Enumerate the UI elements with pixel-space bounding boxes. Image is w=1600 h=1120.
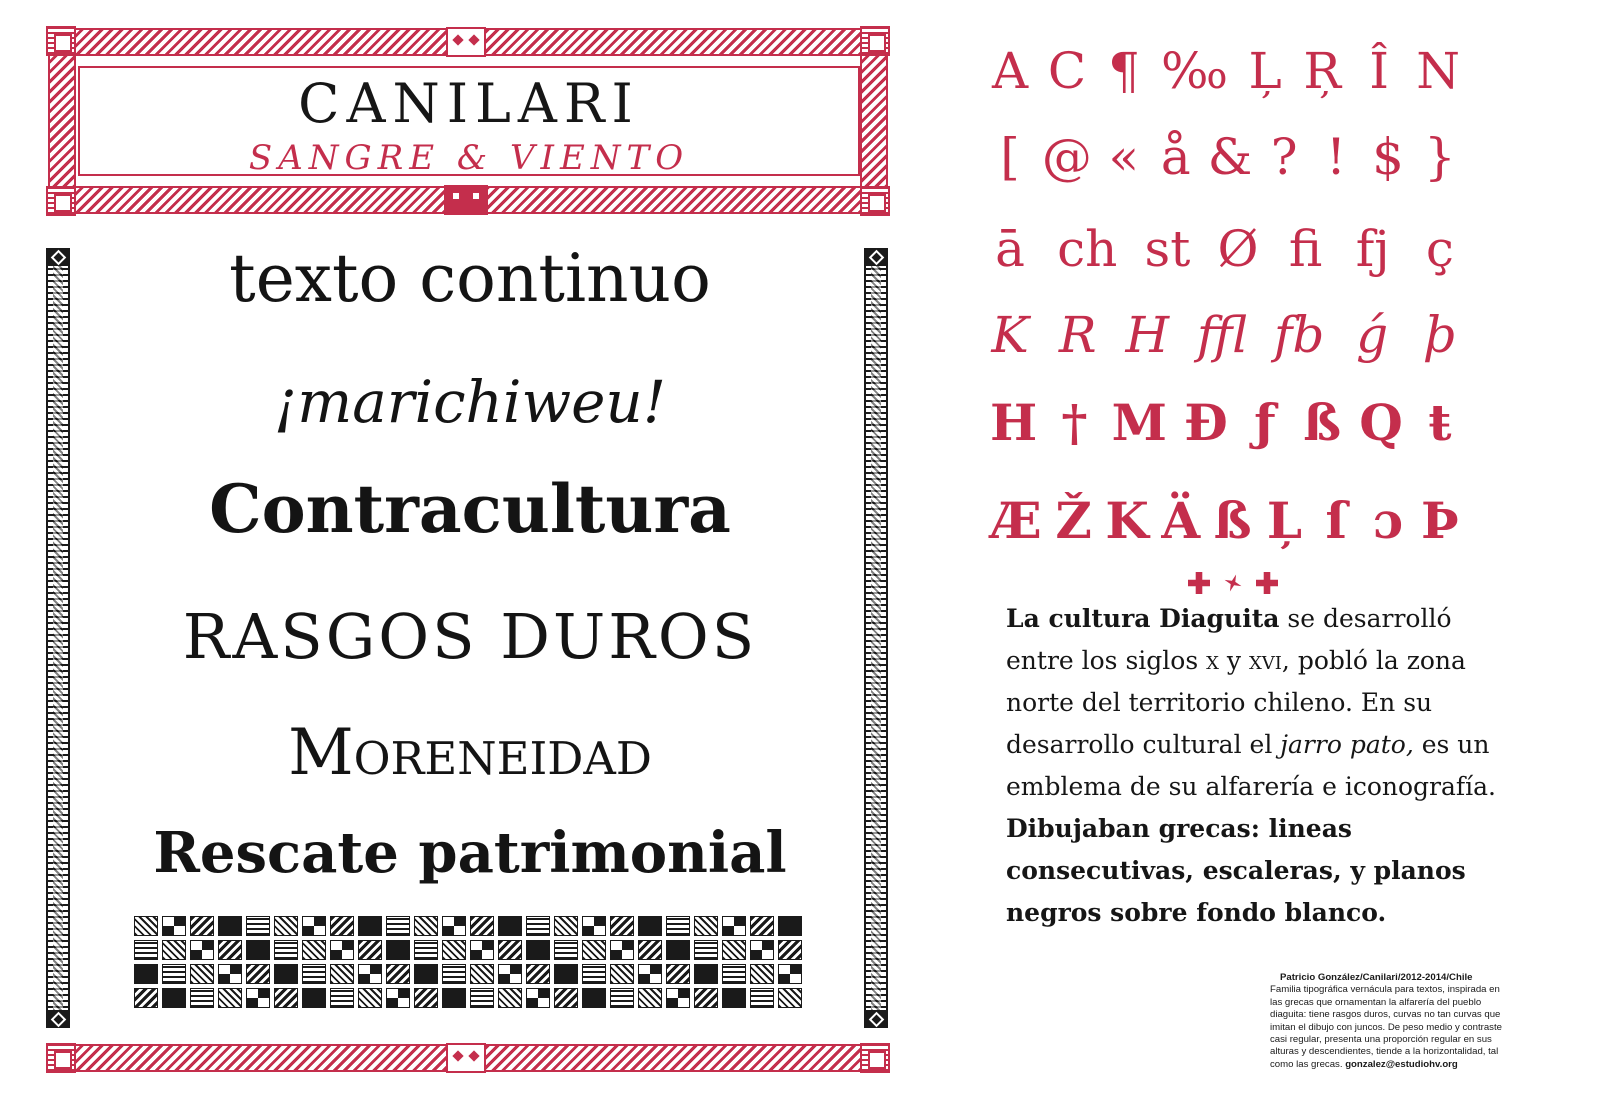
glyph: fi — [1288, 220, 1323, 278]
greca-tile — [218, 916, 242, 936]
greca-tile — [778, 988, 802, 1008]
glyph: @ — [1041, 128, 1092, 186]
greca-tile — [498, 940, 522, 960]
greca-tile — [666, 988, 690, 1008]
paragraph-text: es un emblema de su alfarería e iconografía. — [1006, 730, 1496, 801]
greca-tile — [246, 964, 270, 984]
glyph: N — [1416, 42, 1460, 100]
greca-tile — [386, 940, 410, 960]
glyph: & — [1207, 128, 1253, 186]
footer-emblem — [446, 1043, 486, 1073]
contact-email: gonzalez@estudiohv.org — [1345, 1058, 1458, 1070]
greca-tile — [722, 964, 746, 984]
greca-tile — [190, 964, 214, 984]
footer-corner-ornament — [860, 1043, 890, 1073]
glyph: ſ — [1325, 491, 1347, 550]
cross-ornament-icon — [1188, 572, 1210, 594]
glyph: ch — [1057, 220, 1118, 278]
header-corner-ornament — [860, 26, 890, 56]
greca-tile — [638, 964, 662, 984]
greca-tile — [246, 916, 270, 936]
greca-tile — [498, 988, 522, 1008]
greca-tile — [442, 988, 466, 1008]
specimen-bold: Contracultura — [209, 470, 731, 548]
glyph: ç — [1425, 220, 1454, 278]
greca-tile — [470, 916, 494, 936]
greca-tile — [274, 916, 298, 936]
glyph: Î — [1369, 42, 1390, 100]
paragraph-text: y — [1218, 646, 1249, 675]
border-cap — [46, 1010, 70, 1028]
greca-tile — [218, 988, 242, 1008]
greca-tile — [358, 916, 382, 936]
greca-tile — [666, 916, 690, 936]
greca-tile — [554, 916, 578, 936]
greca-tile — [554, 988, 578, 1008]
greca-tile — [414, 916, 438, 936]
glyph: R — [1058, 306, 1097, 364]
greca-tile — [386, 916, 410, 936]
glyph: å — [1160, 128, 1191, 186]
glyph: } — [1423, 128, 1456, 186]
glyph-row — [990, 388, 1460, 458]
font-subtitle: SANGRE & VIENTO — [248, 138, 690, 178]
greca-tile — [162, 940, 186, 960]
glyph: Đ — [1184, 393, 1228, 452]
greca-tile — [694, 964, 718, 984]
greca-tile — [694, 916, 718, 936]
greca-tile — [274, 964, 298, 984]
greca-tile — [722, 940, 746, 960]
glyph: « — [1108, 128, 1140, 186]
greca-tile — [330, 940, 354, 960]
glyph-row — [990, 486, 1460, 556]
glyph: Ŗ — [1303, 42, 1341, 100]
title-panel — [78, 66, 860, 176]
glyph: Ļ — [1266, 491, 1302, 550]
glyph: ffl — [1196, 306, 1247, 364]
greca-tile — [582, 916, 606, 936]
glyph-row — [990, 122, 1460, 192]
colophon-body: Familia tipográfica vernácula para textos, inspirada en las grecas que ornamentan la alfarería del pueblo diaguita: tiene rasgos duros, curvas no tan curvas que imitan el dibujo con juncos. De peso medio y contraste casi regular, presenta una proporción regular en sus alturas y descendientes, tiende a la horizontalidad, tal como las grecas. — [1270, 984, 1502, 1070]
glyph: K — [1105, 491, 1149, 550]
greca-tile — [358, 940, 382, 960]
glyph: Ž — [1055, 491, 1092, 550]
glyph: þ — [1423, 306, 1456, 364]
specimen-regular: texto continuo — [229, 240, 711, 317]
greca-tile — [330, 916, 354, 936]
glyph: Æ — [990, 491, 1042, 550]
greca-tile — [694, 940, 718, 960]
greca-tile — [610, 964, 634, 984]
greca-tile — [470, 940, 494, 960]
greca-tile — [134, 964, 158, 984]
greca-tile — [330, 988, 354, 1008]
greca-tile — [246, 988, 270, 1008]
greca-tile — [442, 916, 466, 936]
font-title: CANILARI — [298, 72, 640, 135]
glyph-row — [990, 36, 1460, 106]
glyph: ‰ — [1161, 42, 1229, 100]
greca-tile — [190, 940, 214, 960]
glyph: C — [1047, 42, 1087, 100]
greca-tile — [302, 940, 326, 960]
specimen-small-caps: Moreneidad — [288, 716, 652, 790]
greca-tile — [134, 940, 158, 960]
left-vertical-border — [46, 248, 70, 1028]
glyph: Q — [1359, 393, 1403, 452]
greca-tile — [358, 988, 382, 1008]
greca-tile — [358, 964, 382, 984]
section-ornament — [1188, 570, 1278, 596]
glyph: Ļ — [1248, 42, 1282, 100]
greca-tile — [274, 940, 298, 960]
greca-tile — [162, 916, 186, 936]
glyph: Ø — [1217, 220, 1259, 278]
greca-tile — [778, 964, 802, 984]
header-corner-ornament — [46, 186, 76, 216]
border-cap — [864, 248, 888, 266]
glyph: † — [1061, 393, 1088, 452]
greca-tile — [302, 964, 326, 984]
glyph: ā — [995, 220, 1025, 278]
star-ornament-icon — [1221, 571, 1244, 594]
greca-tile — [330, 964, 354, 984]
glyph: ¶ — [1108, 42, 1140, 100]
glyph: H — [1125, 306, 1170, 364]
paragraph-text: se desarrolló entre los siglos — [1006, 604, 1452, 675]
glyph-row — [990, 214, 1460, 284]
greca-tile — [582, 964, 606, 984]
greca-tile — [722, 916, 746, 936]
greca-tile — [526, 988, 550, 1008]
century-numeral: x — [1206, 646, 1219, 675]
greca-tile — [778, 940, 802, 960]
greca-tile — [694, 988, 718, 1008]
century-numeral: xvi — [1248, 646, 1282, 675]
glyph: fb — [1273, 306, 1325, 364]
greca-tile — [162, 988, 186, 1008]
glyph: A — [991, 42, 1029, 100]
greca-tile — [470, 964, 494, 984]
glyph: ß — [1303, 393, 1342, 452]
greca-tile — [414, 964, 438, 984]
greca-tile — [134, 916, 158, 936]
glyph: ƒ — [1254, 393, 1276, 452]
cross-ornament-icon — [1256, 572, 1278, 594]
greca-tile — [498, 916, 522, 936]
specimen-caps: RASGOS DUROS — [182, 600, 758, 673]
greca-tile — [610, 940, 634, 960]
glyph: fj — [1355, 220, 1390, 278]
glyph: Ä — [1161, 491, 1201, 550]
greca-tile — [302, 988, 326, 1008]
greca-tile — [750, 988, 774, 1008]
glyph: [ — [1000, 128, 1020, 186]
greca-tile — [498, 964, 522, 984]
header-bottom-emblem — [444, 185, 488, 215]
greca-tile — [722, 988, 746, 1008]
header-corner-ornament — [46, 26, 76, 56]
greca-tile — [750, 916, 774, 936]
greca-tile — [218, 940, 242, 960]
glyph: ɔ — [1372, 491, 1404, 550]
header-corner-ornament — [860, 186, 890, 216]
greca-tile — [582, 940, 606, 960]
greca-tile — [162, 964, 186, 984]
border-cap — [864, 1010, 888, 1028]
paragraph-lead: La cultura Diaguita — [1006, 604, 1280, 633]
specimen-semibold: Rescate patrimonial — [153, 820, 787, 886]
greca-tile — [750, 940, 774, 960]
glyph: K — [991, 306, 1029, 364]
greca-tile — [442, 964, 466, 984]
greca-tile — [526, 940, 550, 960]
greca-tile — [246, 940, 270, 960]
colophon — [1270, 972, 1506, 1071]
greca-tile — [554, 940, 578, 960]
greca-tile — [610, 916, 634, 936]
greca-tile — [554, 964, 578, 984]
right-vertical-border — [864, 248, 888, 1028]
glyph: $ — [1372, 128, 1404, 186]
glyph: ŧ — [1428, 393, 1452, 452]
greca-tile — [666, 964, 690, 984]
glyph: ß — [1213, 491, 1252, 550]
glyph: ǵ — [1356, 306, 1389, 364]
greca-tile — [778, 916, 802, 936]
glyph: ? — [1270, 128, 1298, 186]
border-cap — [46, 248, 70, 266]
greca-pattern-grid — [134, 916, 814, 1008]
greca-tile — [666, 940, 690, 960]
glyph-row — [990, 300, 1460, 370]
greca-tile — [218, 964, 242, 984]
greca-tile — [638, 940, 662, 960]
glyph: H — [990, 393, 1038, 452]
greca-tile — [470, 988, 494, 1008]
greca-tile — [582, 988, 606, 1008]
specimen-italic: ¡marichiweu! — [273, 368, 667, 436]
glyph: ! — [1326, 128, 1347, 186]
greca-tile — [414, 940, 438, 960]
greca-tile — [190, 916, 214, 936]
description-paragraph — [1006, 598, 1506, 934]
paragraph-text: , pobló la zona norte del territorio chileno. En su desarrollo cultural el — [1006, 646, 1466, 759]
greca-tile — [526, 964, 550, 984]
footer-corner-ornament — [46, 1043, 76, 1073]
paragraph-italic: jarro pato, — [1280, 730, 1414, 759]
glyph: st — [1144, 220, 1191, 278]
greca-tile — [386, 964, 410, 984]
greca-tile — [526, 916, 550, 936]
greca-tile — [442, 940, 466, 960]
greca-tile — [610, 988, 634, 1008]
greca-tile — [638, 988, 662, 1008]
greca-tile — [190, 988, 214, 1008]
greca-tile — [414, 988, 438, 1008]
glyph: M — [1111, 393, 1167, 452]
glyph: Þ — [1421, 491, 1459, 550]
header-top-emblem — [446, 27, 486, 57]
paragraph-bold-end: Dibujaban grecas: lineas consecutivas, escaleras, y planos negros sobre fondo blanco. — [1006, 814, 1466, 927]
greca-tile — [274, 988, 298, 1008]
greca-tile — [386, 988, 410, 1008]
greca-tile — [134, 988, 158, 1008]
greca-tile — [638, 916, 662, 936]
greca-tile — [750, 964, 774, 984]
greca-tile — [302, 916, 326, 936]
credit-line: Patricio González/Canilari/2012-2014/Chile — [1280, 972, 1473, 983]
